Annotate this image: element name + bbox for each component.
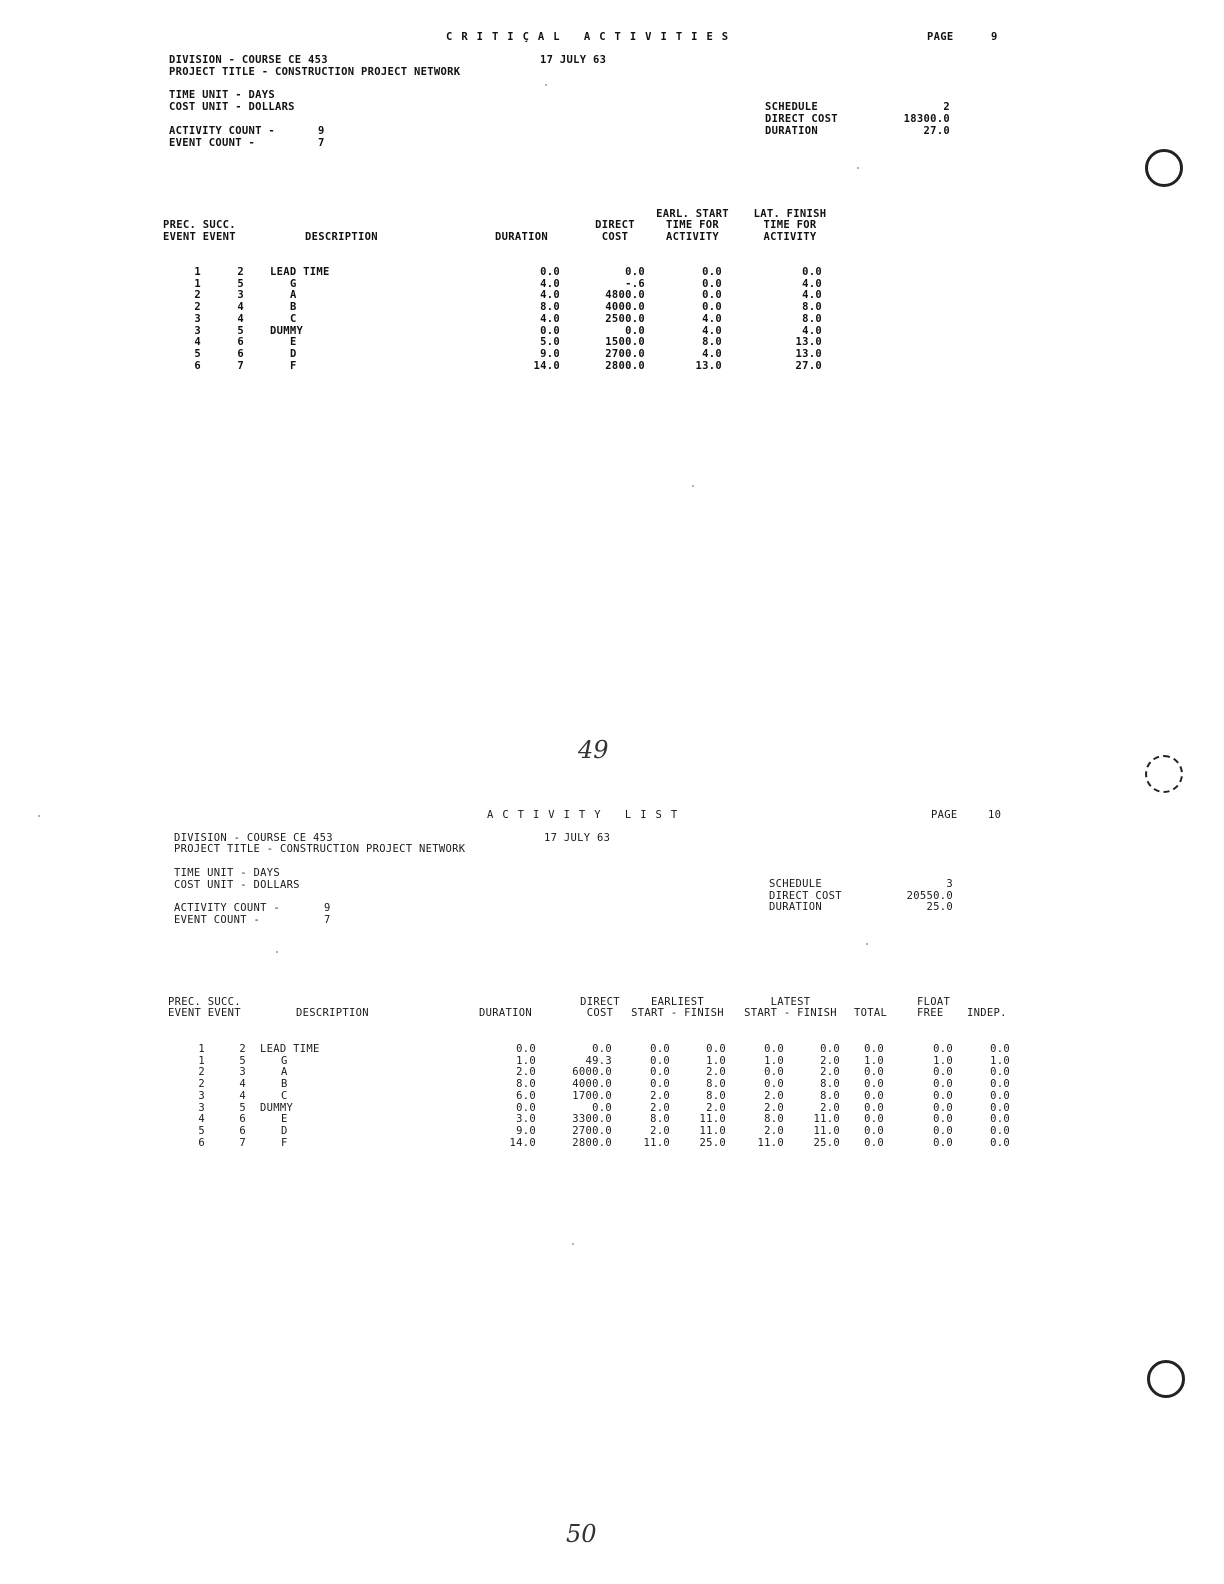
cell-earliest-start: 8.0 (650, 1113, 670, 1126)
cell-prec-event: 5 (198, 1124, 205, 1137)
cell-total-float: 0.0 (864, 1101, 884, 1114)
cell-latest-start: 0.0 (764, 1078, 784, 1091)
cell-succ-event: 6 (239, 1124, 246, 1137)
division-line: DIVISION - COURSE CE 453 (169, 54, 328, 66)
project-title: PROJECT TITLE - CONSTRUCTION PROJECT NETWORK (169, 66, 461, 78)
cell-indep-float: 0.0 (990, 1066, 1010, 1079)
report-title: CRITIÇAL ACTIVITIES (446, 31, 738, 43)
cell-total-float: 0.0 (864, 1113, 884, 1126)
cell-indep-float: 0.0 (990, 1101, 1010, 1114)
cell-direct-cost: 0.0 (625, 266, 645, 278)
cell-prec-event: 2 (194, 301, 201, 314)
cell-prec-event: 3 (198, 1089, 205, 1102)
header-cost: COST (601, 231, 629, 243)
cell-total-float: 0.0 (864, 1078, 884, 1091)
cell-succ-event: 2 (239, 1043, 246, 1055)
cell-duration: 8.0 (516, 1078, 536, 1091)
cell-description: E (290, 336, 297, 349)
cell-earl-start: 4.0 (702, 324, 722, 337)
division-line: DIVISION - COURSE CE 453 (174, 832, 333, 844)
cell-latest-start: 2.0 (764, 1089, 784, 1102)
cell-prec-event: 3 (198, 1101, 205, 1114)
cell-duration: 6.0 (516, 1089, 536, 1102)
cell-prec-event: 6 (198, 1136, 205, 1149)
cell-prec-event: 1 (194, 277, 201, 290)
cell-latest-finish: 8.0 (820, 1078, 840, 1091)
scan-speck (857, 167, 859, 169)
binder-hole-icon (1147, 1360, 1185, 1398)
cell-succ-event: 2 (237, 266, 244, 278)
cell-prec-event: 1 (198, 1043, 205, 1055)
cell-prec-event: 2 (198, 1078, 205, 1091)
cell-latest-start: 2.0 (764, 1101, 784, 1114)
cell-earl-start: 13.0 (695, 359, 722, 372)
cell-lat-finish: 8.0 (802, 312, 822, 325)
cell-earliest-finish: 8.0 (706, 1078, 726, 1091)
binder-hole-icon (1145, 755, 1183, 793)
duration-value: 25.0 (926, 901, 953, 913)
direct-cost-label: DIRECT COST (765, 113, 838, 125)
header-cost: COST (586, 1007, 614, 1019)
cell-prec-event: 2 (194, 289, 201, 302)
cell-succ-event: 6 (237, 347, 244, 360)
cell-latest-finish: 2.0 (820, 1054, 840, 1067)
cell-description: LEAD TIME (270, 266, 330, 278)
cell-lat-finish: 4.0 (802, 289, 822, 302)
time-unit: TIME UNIT - DAYS (169, 89, 275, 101)
handwritten-page-number: 50 (566, 1520, 597, 1548)
cell-direct-cost: 2700.0 (605, 347, 645, 360)
header-free: FREE (917, 1007, 944, 1019)
cell-earliest-finish: 2.0 (706, 1066, 726, 1079)
header-description: DESCRIPTION (296, 1007, 369, 1019)
cell-earl-start: 0.0 (702, 277, 722, 290)
cell-free-float: 0.0 (933, 1113, 953, 1126)
cell-latest-start: 1.0 (764, 1054, 784, 1067)
header-earliest-sub: START - FINISH (631, 1007, 724, 1019)
cell-description: B (281, 1078, 288, 1091)
cell-earliest-start: 0.0 (650, 1054, 670, 1067)
cell-duration: 2.0 (516, 1066, 536, 1079)
cell-earliest-finish: 8.0 (706, 1089, 726, 1102)
scan-speck (545, 84, 547, 86)
cell-earliest-start: 0.0 (650, 1066, 670, 1079)
cell-duration: 4.0 (540, 312, 560, 325)
cell-direct-cost: 0.0 (592, 1043, 612, 1055)
direct-cost-value: 20550.0 (906, 890, 953, 902)
cell-earliest-start: 2.0 (650, 1124, 670, 1137)
cell-latest-start: 8.0 (764, 1113, 784, 1126)
cell-succ-event: 5 (237, 277, 244, 290)
cell-direct-cost: 0.0 (625, 324, 645, 337)
cell-latest-finish: 0.0 (820, 1043, 840, 1055)
header-time-for-es: TIME FOR (666, 219, 719, 231)
cell-duration: 3.0 (516, 1113, 536, 1126)
cell-description: A (281, 1066, 288, 1079)
cell-lat-finish: 27.0 (795, 359, 822, 372)
cell-prec-event: 3 (194, 324, 201, 337)
cell-prec-event: 4 (198, 1113, 205, 1126)
cell-free-float: 0.0 (933, 1078, 953, 1091)
cell-latest-start: 0.0 (764, 1066, 784, 1079)
cell-earliest-finish: 2.0 (706, 1101, 726, 1114)
schedule-value: 3 (946, 878, 953, 890)
cell-duration: 9.0 (540, 347, 560, 360)
cell-description: A (290, 289, 297, 302)
event-count: 7 (324, 914, 331, 926)
cell-succ-event: 3 (239, 1066, 246, 1079)
cell-earl-start: 0.0 (702, 289, 722, 302)
cell-earliest-start: 0.0 (650, 1043, 670, 1055)
cell-latest-start: 2.0 (764, 1124, 784, 1137)
cell-duration: 0.0 (516, 1043, 536, 1055)
cell-description: G (281, 1054, 288, 1067)
report-title: ACTIVITY LIST (487, 809, 687, 821)
cell-description: F (281, 1136, 288, 1149)
cost-unit: COST UNIT - DOLLARS (174, 879, 300, 891)
cell-prec-event: 1 (194, 266, 201, 278)
header-direct: DIRECT (580, 996, 620, 1008)
cell-succ-event: 4 (239, 1089, 246, 1102)
cell-succ-event: 5 (237, 324, 244, 337)
header-earliest: EARLIEST (651, 996, 704, 1008)
cell-earliest-start: 0.0 (650, 1078, 670, 1091)
cell-earl-start: 4.0 (702, 312, 722, 325)
cell-duration: 0.0 (540, 324, 560, 337)
direct-cost-value: 18300.0 (903, 113, 950, 125)
cell-total-float: 0.0 (864, 1136, 884, 1149)
cell-description: F (290, 359, 297, 372)
cell-duration: 9.0 (516, 1124, 536, 1137)
activity-count-label: ACTIVITY COUNT - (174, 902, 280, 914)
duration-label: DURATION (769, 901, 822, 913)
cell-indep-float: 0.0 (990, 1078, 1010, 1091)
cell-direct-cost: 3300.0 (572, 1113, 612, 1126)
cell-latest-finish: 2.0 (820, 1101, 840, 1114)
header-time-for-lf: TIME FOR (763, 219, 817, 231)
cell-earliest-finish: 1.0 (706, 1054, 726, 1067)
header-duration: DURATION (495, 231, 548, 243)
scan-speck (38, 815, 40, 817)
duration-value: 27.0 (923, 125, 950, 137)
cost-unit: COST UNIT - DOLLARS (169, 101, 295, 113)
report-date: 17 JULY 63 (540, 54, 607, 66)
activity-count-label: ACTIVITY COUNT - (169, 125, 275, 137)
header-indep: INDEP. (967, 1007, 1007, 1019)
cell-prec-event: 2 (198, 1066, 205, 1079)
cell-description: C (281, 1089, 288, 1102)
cell-lat-finish: 4.0 (802, 277, 822, 290)
header-lat-finish: LAT. FINISH (753, 208, 827, 220)
cell-description: E (281, 1113, 288, 1126)
cell-prec-event: 4 (194, 336, 201, 349)
cell-direct-cost: 49.3 (585, 1054, 612, 1067)
cell-direct-cost: 4000.0 (605, 301, 645, 314)
cell-direct-cost: 6000.0 (572, 1066, 612, 1079)
duration-label: DURATION (765, 125, 818, 137)
header-latest: LATEST (770, 996, 811, 1008)
cell-earl-start: 4.0 (702, 347, 722, 360)
cell-indep-float: 0.0 (990, 1089, 1010, 1102)
cell-prec-event: 3 (194, 312, 201, 325)
cell-duration: 4.0 (540, 277, 560, 290)
project-title: PROJECT TITLE - CONSTRUCTION PROJECT NETWORK (174, 843, 466, 855)
cell-description: LEAD TIME (260, 1043, 320, 1055)
cell-lat-finish: 13.0 (795, 347, 822, 360)
binder-hole-icon (1145, 149, 1183, 187)
header-prec-succ: PREC. SUCC. (163, 219, 236, 231)
cell-total-float: 0.0 (864, 1043, 884, 1055)
cell-direct-cost: -.6 (625, 277, 645, 290)
scan-speck (276, 951, 278, 953)
header-earl-start: EARL. START (656, 208, 729, 220)
cell-total-float: 0.0 (864, 1124, 884, 1137)
header-latest-sub: START - FINISH (744, 1007, 837, 1019)
cell-description: C (290, 312, 297, 325)
cell-direct-cost: 1700.0 (572, 1089, 612, 1102)
cell-indep-float: 0.0 (990, 1113, 1010, 1126)
cell-duration: 0.0 (540, 266, 560, 278)
cell-description: DUMMY (270, 324, 304, 337)
cell-total-float: 0.0 (864, 1066, 884, 1079)
cell-earl-start: 0.0 (702, 301, 722, 314)
page-label: PAGE (927, 31, 954, 43)
cell-succ-event: 5 (239, 1101, 246, 1114)
cell-free-float: 0.0 (933, 1043, 953, 1055)
header-total: TOTAL (854, 1007, 888, 1019)
cell-earl-start: 8.0 (702, 336, 722, 349)
cell-lat-finish: 4.0 (802, 324, 822, 337)
cell-latest-start: 11.0 (757, 1136, 784, 1149)
header-prec-succ: PREC. SUCC. (168, 996, 241, 1008)
cell-description: DUMMY (260, 1101, 294, 1114)
cell-description: G (290, 277, 297, 290)
cell-description: B (290, 301, 297, 314)
cell-direct-cost: 1500.0 (605, 336, 645, 349)
cell-direct-cost: 0.0 (592, 1101, 612, 1114)
header-direct: DIRECT (595, 219, 635, 231)
cell-indep-float: 0.0 (990, 1136, 1010, 1149)
cell-lat-finish: 0.0 (802, 266, 822, 278)
cell-free-float: 0.0 (933, 1101, 953, 1114)
schedule-label: SCHEDULE (769, 878, 822, 890)
cell-earliest-start: 11.0 (643, 1136, 670, 1149)
cell-succ-event: 4 (237, 312, 244, 325)
cell-lat-finish: 13.0 (795, 336, 822, 349)
cell-total-float: 1.0 (864, 1054, 884, 1067)
activity-count: 9 (318, 125, 325, 137)
cell-indep-float: 0.0 (990, 1124, 1010, 1137)
header-event-event: EVENT EVENT (168, 1007, 241, 1019)
cell-free-float: 0.0 (933, 1066, 953, 1079)
cell-succ-event: 7 (239, 1136, 246, 1149)
header-float: FLOAT (917, 996, 951, 1008)
header-description: DESCRIPTION (305, 231, 378, 243)
scan-speck (866, 943, 868, 945)
event-count: 7 (318, 137, 325, 149)
cell-earliest-start: 2.0 (650, 1101, 670, 1114)
page-number: 9 (991, 31, 998, 43)
cell-succ-event: 4 (237, 301, 244, 314)
cell-earl-start: 0.0 (702, 266, 722, 278)
cell-latest-start: 0.0 (764, 1043, 784, 1055)
event-count-label: EVENT COUNT - (174, 914, 261, 926)
cell-duration: 1.0 (516, 1054, 536, 1067)
cell-prec-event: 1 (198, 1054, 205, 1067)
schedule-label: SCHEDULE (765, 101, 818, 113)
cell-direct-cost: 4800.0 (605, 289, 645, 302)
cell-earliest-finish: 0.0 (706, 1043, 726, 1055)
cell-lat-finish: 8.0 (802, 301, 822, 314)
scan-speck (572, 1243, 574, 1245)
scan-speck (692, 485, 694, 487)
cell-direct-cost: 2700.0 (572, 1124, 612, 1137)
activity-count: 9 (324, 902, 331, 914)
cell-succ-event: 6 (239, 1113, 246, 1126)
cell-indep-float: 0.0 (990, 1043, 1010, 1055)
cell-earliest-start: 2.0 (650, 1089, 670, 1102)
header-duration: DURATION (479, 1007, 532, 1019)
handwritten-page-number: 49 (578, 736, 609, 764)
cell-latest-finish: 8.0 (820, 1089, 840, 1102)
cell-latest-finish: 11.0 (813, 1124, 840, 1137)
cell-prec-event: 5 (194, 347, 201, 360)
cell-succ-event: 3 (237, 289, 244, 302)
page-number: 10 (988, 809, 1002, 821)
schedule-value: 2 (943, 101, 950, 113)
cell-direct-cost: 2800.0 (572, 1136, 612, 1149)
cell-description: D (290, 347, 297, 360)
cell-succ-event: 6 (237, 336, 244, 349)
cell-succ-event: 4 (239, 1078, 246, 1091)
cell-latest-finish: 25.0 (813, 1136, 840, 1149)
cell-earliest-finish: 25.0 (699, 1136, 726, 1149)
cell-duration: 4.0 (540, 289, 560, 302)
header-activity-lf: ACTIVITY (763, 231, 817, 243)
time-unit: TIME UNIT - DAYS (174, 867, 280, 879)
cell-duration: 14.0 (533, 359, 560, 372)
cell-duration: 5.0 (540, 336, 560, 349)
report-date: 17 JULY 63 (544, 832, 611, 844)
cell-direct-cost: 2800.0 (605, 359, 645, 372)
direct-cost-label: DIRECT COST (769, 890, 842, 902)
page-label: PAGE (931, 809, 958, 821)
cell-free-float: 0.0 (933, 1124, 953, 1137)
cell-prec-event: 6 (194, 359, 201, 372)
cell-duration: 14.0 (509, 1136, 536, 1149)
cell-free-float: 0.0 (933, 1089, 953, 1102)
cell-latest-finish: 2.0 (820, 1066, 840, 1079)
cell-total-float: 0.0 (864, 1089, 884, 1102)
cell-indep-float: 1.0 (990, 1054, 1010, 1067)
cell-earliest-finish: 11.0 (699, 1124, 726, 1137)
cell-duration: 0.0 (516, 1101, 536, 1114)
cell-earliest-finish: 11.0 (699, 1113, 726, 1126)
cell-direct-cost: 2500.0 (605, 312, 645, 325)
cell-free-float: 1.0 (933, 1054, 953, 1067)
header-activity-es: ACTIVITY (666, 231, 719, 243)
cell-latest-finish: 11.0 (813, 1113, 840, 1126)
cell-succ-event: 5 (239, 1054, 246, 1067)
cell-free-float: 0.0 (933, 1136, 953, 1149)
header-event-event: EVENT EVENT (163, 231, 236, 243)
cell-duration: 8.0 (540, 301, 560, 314)
event-count-label: EVENT COUNT - (169, 137, 256, 149)
cell-direct-cost: 4000.0 (572, 1078, 612, 1091)
cell-succ-event: 7 (237, 359, 244, 372)
cell-description: D (281, 1124, 288, 1137)
